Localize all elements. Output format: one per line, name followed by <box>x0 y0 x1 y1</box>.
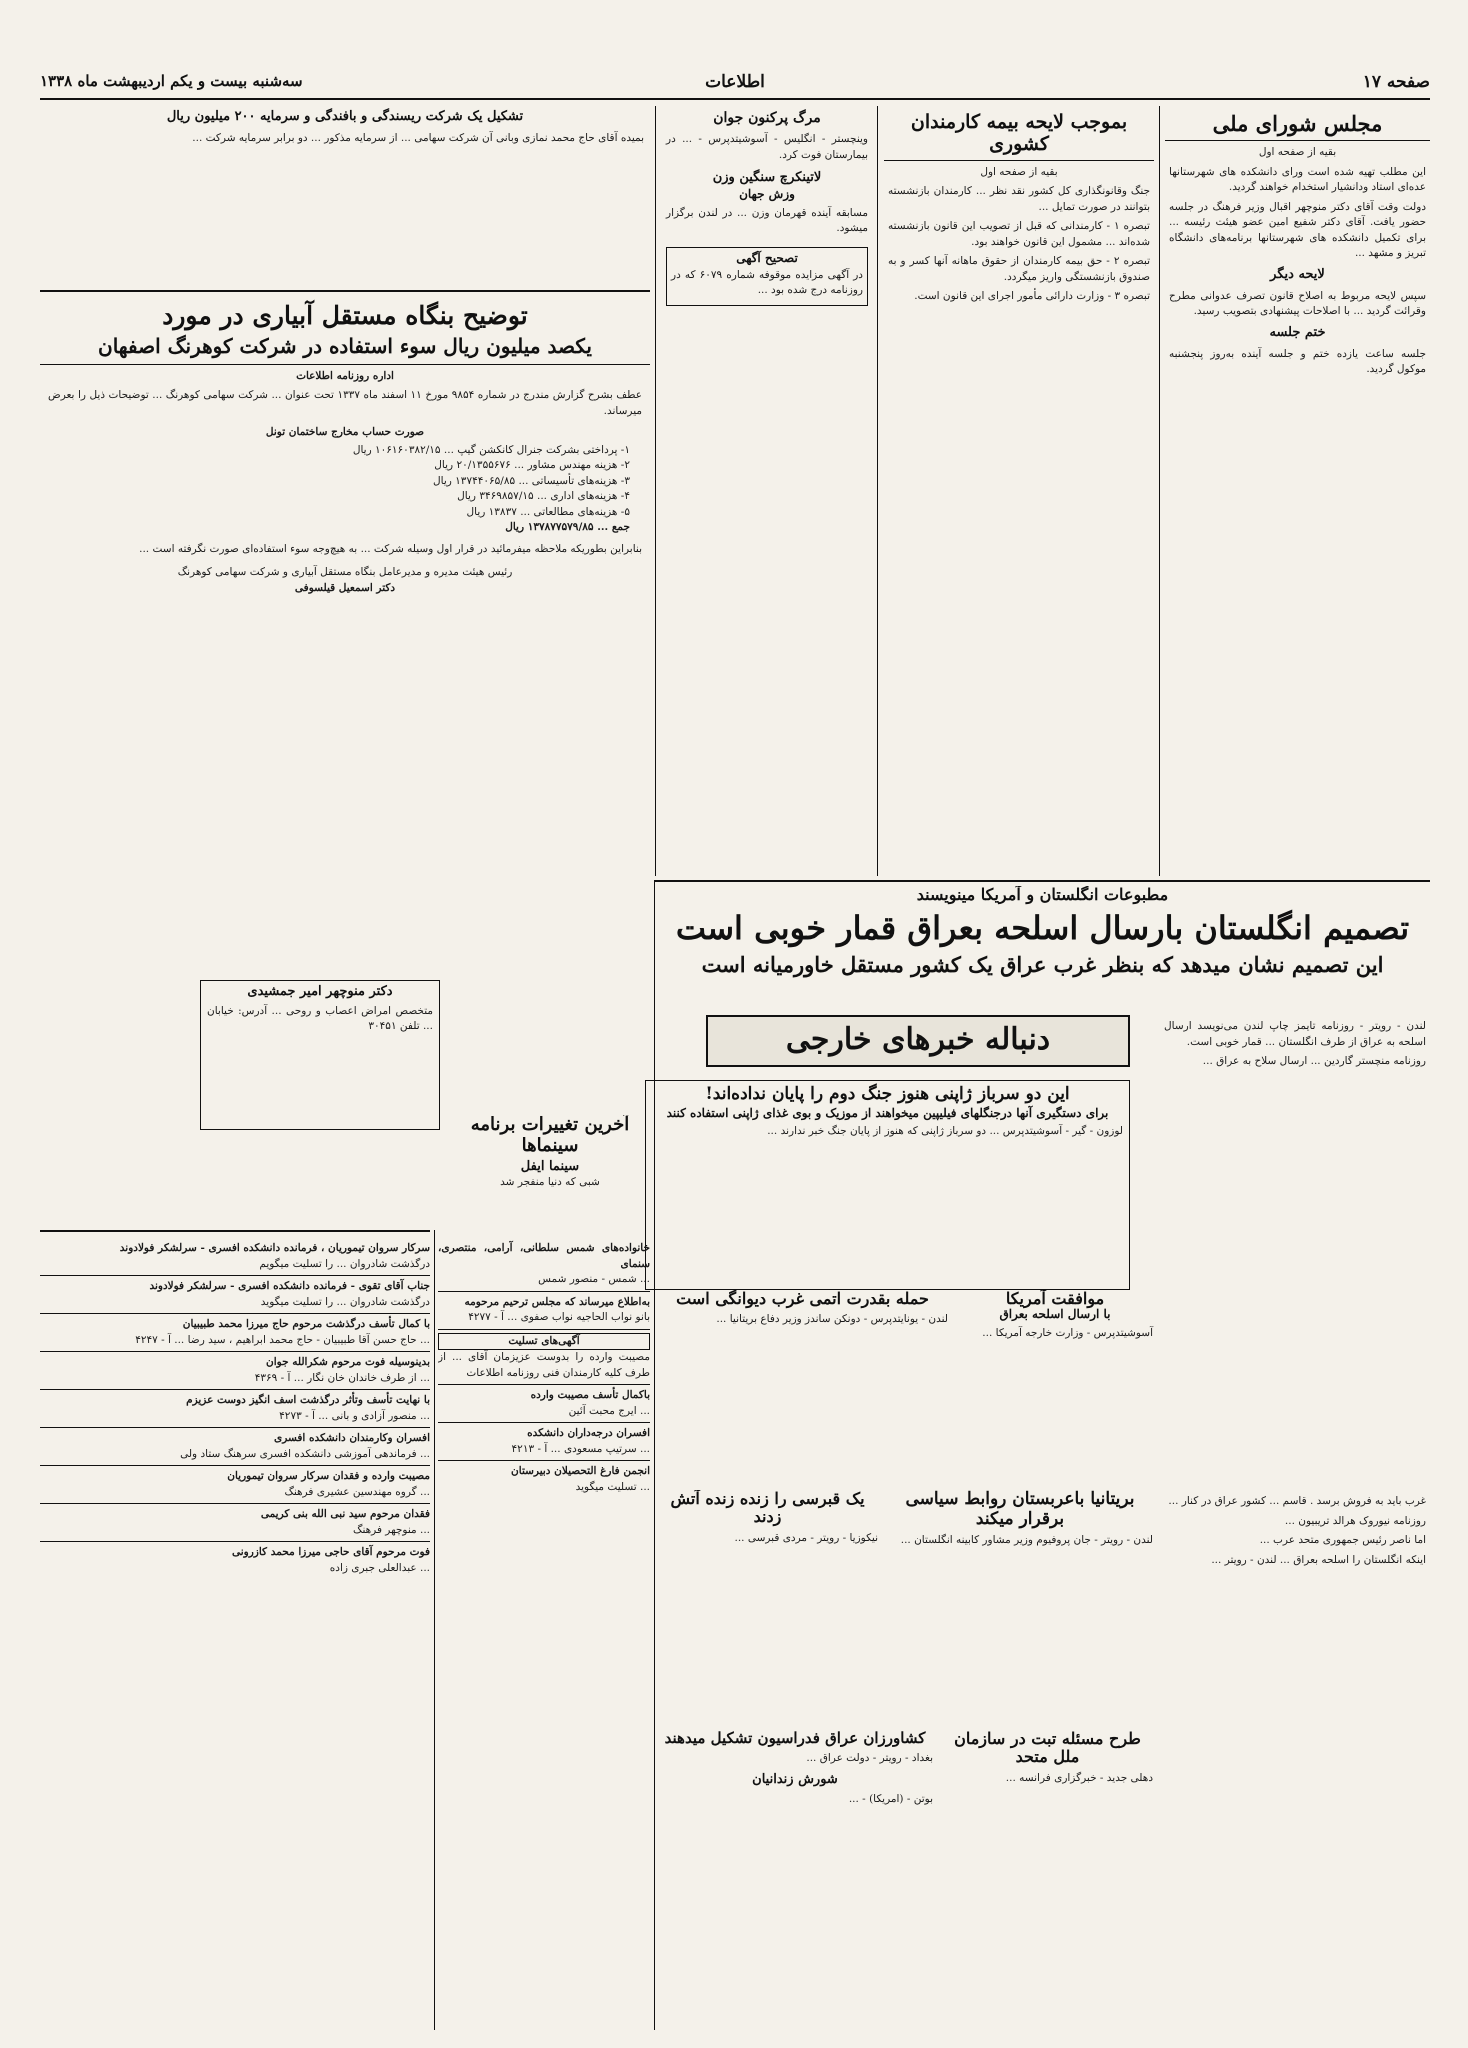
share-title: تشکیل یک شرکت ریسندگی و بافندگی و سرمایه ۲۰۰ میلیون ریال <box>166 109 524 124</box>
column-rule <box>655 106 656 876</box>
condolence-text: ... عبدالعلی جبری زاده <box>329 1561 430 1574</box>
mourning-text: ... ایرج محبت آئین <box>568 1404 650 1417</box>
saudi-article <box>885 1490 1155 1720</box>
prison-para: بوتن - (امریکا) - ... <box>848 1792 933 1805</box>
condolence-item <box>40 1238 430 1276</box>
cinema-text: شبی که دنیا منفجر شد <box>500 1176 600 1189</box>
doctor-ad <box>200 980 440 1130</box>
masthead <box>40 70 1430 98</box>
agreement-head: موافقت آمریکا <box>1005 1290 1105 1308</box>
majlis-para4: جلسه ساعت یازده ختم و جلسه آینده به‌روز پنجشنبه موکول گردید. <box>1169 347 1426 376</box>
agreement-article <box>955 1290 1155 1490</box>
condolence-head: مصیبت وارده و فقدان سرکار سروان تیموریان <box>227 1470 430 1482</box>
page-number: صفحه ۱۷ <box>1362 72 1430 92</box>
cyprus-head: یک قبرسی را زنده زنده آتش زدند <box>670 1490 865 1527</box>
majlis-article <box>1165 106 1430 876</box>
condolence-head: با کمال تأسف درگذشت مرحوم حاج میرزا محمد طبیبیان <box>182 1318 430 1330</box>
condolence-item <box>40 1314 430 1352</box>
condolence-text: ... از طرف خاندان خان نگار ... آ - ۴۳۶۹ <box>254 1371 430 1384</box>
majlis-para2: دولت وقت آقای دکتر منوچهر اقبال وزیر فرهنگ در جلسه حضور یافت. آقای دکتر شفیع امین عضو هیئت رئیسه ... برای تکمیل دانشکده های شهرستانها برنامه‌های دانشگاه تبریز و مشهد ... <box>1169 200 1426 260</box>
condolence-item <box>40 1390 430 1428</box>
majlis-title: مجلس شورای ملی <box>1165 106 1430 141</box>
japanese-head1: این دو سرباز ژاپنی هنوز جنگ دوم را پایان نداده‌اند! <box>705 1084 1070 1104</box>
column-rule <box>654 880 655 2030</box>
list-total: جمع ... ۱۳۷۸۷۷۵۷۹/۸۵ ریال <box>505 521 630 534</box>
condolence-text: ... منوچهر فرهنگ <box>353 1523 430 1536</box>
irrigation-head1: توضیح بنگاه مستقل آبیاری در مورد <box>162 301 528 330</box>
iraq-farmers-article <box>655 1730 935 1970</box>
left-news-para1: غرب باید به فروش برسد . قاسم ... کشور عراق در کنار ... <box>1168 1495 1426 1507</box>
condolence-text: ... فرماندهی آموزشی دانشکده افسری سرهنگ ستاد ولی <box>180 1447 430 1460</box>
irrigation-head2: یکصد میلیون ریال سوء استفاده در شرکت کوهرنگ اصفهان <box>40 333 650 365</box>
mourning-head: خانواده‌های شمس سلطانی، آرامی، منتصری، سنمای <box>438 1242 650 1270</box>
column-rule <box>1159 106 1160 876</box>
atomic-article <box>655 1290 950 1490</box>
list-item: ۳- هزینه‌های تأسیساتی ... ۱۳۷۴۴۰۶۵/۸۵ ریال <box>433 474 630 487</box>
atomic-head: حمله بقدرت اتمی غرب دیوانگی است <box>676 1290 929 1308</box>
arms-subhead: این تصمیم نشان میدهد که بنظر غرب عراق یک کشور مستقل خاورمیانه است <box>701 952 1384 978</box>
agreement-para: آسوشیتدپرس - وزارت خارجه آمریکا ... <box>982 1327 1153 1340</box>
japanese-head2: برای دستگیری آنها درجنگلهای فیلیپین میخواهند از موزیک و بوی غذای ژاپنی استفاده کنند <box>666 1105 1109 1120</box>
condolence-text: ... منصور آزادی و بانی ... آ - ۴۲۷۳ <box>279 1409 430 1422</box>
condolence-text: درگذشت شادروان ... را تسلیت میگویم <box>259 1257 430 1270</box>
doctor-name: دکتر منوچهر امیر جمشیدی <box>247 984 393 999</box>
mourning-item <box>438 1385 650 1423</box>
saudi-head: بریتانیا باعربستان روابط سیاسی برقرار میکند <box>905 1490 1135 1529</box>
mourning-text: بانو نواب الحاجیه نواب صفوی ... آ - ۴۲۷۷ <box>468 1311 650 1323</box>
insurance-intro: بقیه از صفحه اول <box>980 165 1058 178</box>
atomic-para: لندن - یونایتدپرس - دونکن ساندز وزیر دفاع بریتانیا ... <box>716 1313 948 1326</box>
iraq-head: کشاورزان عراق فدراسیون تشکیل میدهند <box>664 1730 926 1747</box>
condolence-text: درگذشت شادروان ... را تسلیت میگوید <box>260 1295 430 1308</box>
mourning-item <box>438 1292 650 1330</box>
irrigation-byline: اداره روزنامه اطلاعات <box>296 369 394 382</box>
mourning-item <box>438 1330 650 1386</box>
un-head: طرح مسئله تبت در سازمان ملل متحد <box>954 1730 1141 1767</box>
arms-para2: روزنامه منچستر گاردین ... ارسال سلاح به عراق ... <box>1202 1055 1426 1067</box>
column-rule <box>434 1230 435 2030</box>
obituary-para: وینچستر - انگلیس - آسوشیتدپرس - ... در بیمارستان فوت کرد. <box>666 133 868 161</box>
majlis-para1: این مطلب تهیه شده است ورای دانشکده های شهرستانها عده‌ای استاد ودانشیار استخدام خواهند گردید. <box>1169 165 1426 194</box>
list-item: ۴- هزینه‌های اداری ... ۳۴۶۹۸۵۷/۱۵ ریال <box>457 490 630 503</box>
condolence-item <box>40 1466 430 1504</box>
mourning-head: انجمن فارغ التحصیلان دبیرستان <box>511 1465 650 1477</box>
share-article <box>40 106 650 286</box>
mourning-text: مصیبت وارده را بدوست عزیزمان آقای ... از طرف کلیه کارمندان فنی روزنامه اطلاعات <box>438 1351 650 1379</box>
irrigation-signer: دکتر اسمعیل قیلسوفی <box>294 581 396 594</box>
sports-title: لاتینکرچ سنگین وزن <box>712 170 822 186</box>
condolence-head: فوت مرحوم آقای حاجی میرزا محمد کازرونی <box>231 1546 430 1558</box>
section-rule <box>40 1230 430 1232</box>
arms-para1: لندن - رویتر - روزنامه تایمز چاپ لندن می‌نویسد ارسال اسلحه به عراق از طرف انگلستان ... قمار خوبی است. <box>1164 1020 1426 1048</box>
irrigation-signature: رئیس هیئت مدیره و مدیرعامل بنگاه مستقل آبیاری و شرکت سهامی کوهرنگ <box>177 566 513 579</box>
mourning-head: افسران درجه‌داران دانشکده <box>527 1427 650 1439</box>
cinema-head: آخرین تغییرات برنامه سینماها <box>470 1115 630 1156</box>
arms-text-right <box>1160 1015 1430 1485</box>
date-line: سه‌شنبه بیست و یکم اردیبهشت ماه ۱۳۳۸ <box>40 72 303 90</box>
section-rule <box>655 880 1430 882</box>
insurance-para1: جنگ وقانونگذاری کل کشور نقد نظر ... کارمندان بازنشسته بتوانند در صورت تمایل ... <box>888 185 1150 213</box>
condolence-item <box>40 1542 430 1579</box>
mourning-head: باکمال تأسف مصیبت وارده <box>530 1389 650 1401</box>
list-item: ۱- پرداختی بشرکت جنرال کانکشن گیپ ... ۱۰۶۱۶۰۳۸۲/۱۵ ریال <box>352 443 630 456</box>
left-news-column <box>1160 1490 1430 1970</box>
mourning-item <box>438 1238 650 1292</box>
britain-iraq-para: اینکه انگلستان را اسلحه بعراق ... لندن - رویتر ... <box>1211 1553 1426 1566</box>
condolence-item <box>40 1352 430 1390</box>
section-rule <box>40 290 650 292</box>
un-para: دهلی جدید - خبرگزاری فرانسه ... <box>1005 1771 1153 1784</box>
mourning-head: آگهی‌های تسلیت <box>438 1333 650 1351</box>
irrigation-list-title: صورت حساب مخارج ساختمان تونل <box>265 426 425 439</box>
list-item: ۲- هزینه مهندس مشاور ... ۲۰/۱۳۵۵۶۷۶ ریال <box>434 459 630 472</box>
cyprus-article <box>655 1490 880 1720</box>
correction-box <box>666 247 868 306</box>
un-article <box>940 1730 1155 1970</box>
japanese-soldiers-article <box>645 1080 1130 1290</box>
condolence-head: بدینوسیله فوت مرحوم شکرالله جوان <box>266 1356 430 1368</box>
paper-name: اطلاعات <box>705 72 765 92</box>
mourning-text: ... تسلیت میگوید <box>575 1480 650 1493</box>
condolence-column <box>40 1238 430 2028</box>
majlis-para3: سپس لایحه مربوط به اصلاح قانون تصرف عدوانی مطرح وقرائت گردید ... با اصلاحات پیشنهادی بتصویب رسید. <box>1169 289 1426 318</box>
prison-head: شورش زندانیان <box>752 1771 838 1787</box>
irrigation-para1: عطف بشرح گزارش مندرج در شماره ۹۸۵۴ مورخ ۱۱ اسفند ماه ۱۳۳۷ تحت عنوان ... شرکت سهامی کوهرنگ ... توضیحات ذیل را بعرض میرساند. <box>48 389 642 417</box>
condolence-item <box>40 1276 430 1314</box>
mourning-head: به‌اطلاع میرساند که مجلس ترحیم مرحومه <box>464 1295 650 1308</box>
share-para: بمیده آقای حاج محمد نمازی وبانی آن شرکت سهامی ... از سرمایه مذکور ... دو برابر سرمایه شرکت ... <box>192 131 644 144</box>
condolence-item <box>40 1504 430 1542</box>
left-news-para2: روزنامه نیوروک هرالد تریبیون ... <box>1284 1514 1426 1527</box>
condolence-text: ... گروه مهندسین عشیری فرهنگ <box>284 1485 430 1498</box>
masthead-rule <box>40 98 1430 100</box>
insurance-para2: تبصره ۱ - کارمندانی که قبل از تصویب این قانون بازنشسته شده‌اند ... مشمول این قانون خواهند بود. <box>888 220 1150 248</box>
agreement-sub: با ارسال اسلحه بعراق <box>999 1307 1111 1322</box>
insurance-article <box>884 106 1154 876</box>
irrigation-para2: بنابراین بطوریکه ملاحظه میفرمائید در قرار اول وسیله شرکت ... به هیچ‌وجه سوء استفاده‌ای صورت نگرفته است ... <box>139 542 642 555</box>
mourning-text: ... سرتیپ مسعودی ... آ - ۴۲۱۳ <box>511 1442 650 1455</box>
foreign-news-banner: دنباله خبرهای خارجی <box>706 1015 1130 1067</box>
condolence-head: با نهایت تأسف وتأثر درگذشت اسف انگیز دوست عزیزم <box>186 1394 430 1406</box>
irrigation-list <box>60 443 630 536</box>
mourning-item <box>438 1461 650 1498</box>
mourning-item <box>438 1423 650 1461</box>
cinema-sub: سینما ایفل <box>520 1159 580 1175</box>
japanese-para: لوزون - گیر - آسوشیتدپرس ... دو سرباز ژاپنی که هنوز از پایان جنگ خبر ندارند ... <box>767 1125 1123 1138</box>
cyprus-para: نیکوزیا - رویتر - مردی قبرسی ... <box>734 1531 878 1544</box>
correction-text: در آگهی مزایده موقوفه شماره ۶۰۷۹ که در روزنامه درج شده بود ... <box>671 268 863 297</box>
correction-title: تصحیح آگهی <box>736 250 798 265</box>
insurance-para4: تبصره ۳ - وزارت دارائی مأمور اجرای این قانون است. <box>914 290 1150 303</box>
iraq-para: بغداد - رویتر - دولت عراق ... <box>806 1752 933 1765</box>
sports-para: مسابقه آینده قهرمان وزن ... در لندن برگزار میشود. <box>666 206 868 235</box>
column-rule <box>877 106 878 876</box>
majlis-intro: بقیه از صفحه اول <box>1258 146 1337 159</box>
arms-kicker: مطبوعات انگلستان و آمریکا مینویسند <box>916 886 1169 904</box>
sports-column <box>662 106 872 876</box>
condolence-head: جناب آقای تقوی - فرمانده دانشکده افسری - سرلشکر فولادوند <box>149 1280 430 1292</box>
page-content <box>40 70 1430 2030</box>
majlis-subhead: لایحه دیگر <box>1270 266 1325 282</box>
condolence-head: فقدان مرحوم سید نبی الله بنی کریمی <box>260 1508 430 1520</box>
saudi-para: لندن - رویتر - جان پروفیوم وزیر مشاور کابینه انگلستان ... <box>900 1534 1153 1547</box>
condolence-head: افسران وکارمندان دانشکده افسری <box>274 1432 430 1444</box>
list-item: ۵- هزینه‌های مطالعاتی ... ۱۳۸۳۷ ریال <box>466 505 630 518</box>
sports-subtitle: وزش جهان <box>739 187 795 202</box>
condolence-head: سرکار سروان تیموریان ، فرمانده دانشکده افسری - سرلشکر فولادوند <box>119 1242 430 1254</box>
insurance-title: بموجب لایحه بیمه کارمندان کشوری <box>884 106 1154 161</box>
left-news-para3: اما ناصر رئیس جمهوری متحد عرب ... <box>1259 1534 1426 1546</box>
mourning-text: ... شمس - منصور شمس <box>538 1273 650 1285</box>
insurance-para3: تبصره ۲ - حق بیمه کارمندان از حقوق ماهانه آنها کسر و به صندوق بازنشستگی واریز میگردد. <box>888 255 1150 283</box>
doctor-text: متخصص امراض اعصاب و روحی ... آدرس: خیابان ... تلفن ۳۰۴۵۱ <box>207 1004 433 1033</box>
majlis-subhead2: ختم جلسه <box>1269 324 1326 340</box>
obituary-title: مرگ پرکنون جوان <box>713 110 821 126</box>
mourning-column <box>438 1238 650 2028</box>
condolence-item <box>40 1428 430 1466</box>
arms-head: تصمیم انگلستان بارسال اسلحه بعراق قمار خوبی است <box>675 909 1410 948</box>
condolence-text: ... حاج حسن آقا طبیبیان - حاج محمد ابراهیم ، سید رضا ... آ - ۴۲۴۷ <box>135 1333 430 1346</box>
arms-article-header <box>655 886 1430 1006</box>
